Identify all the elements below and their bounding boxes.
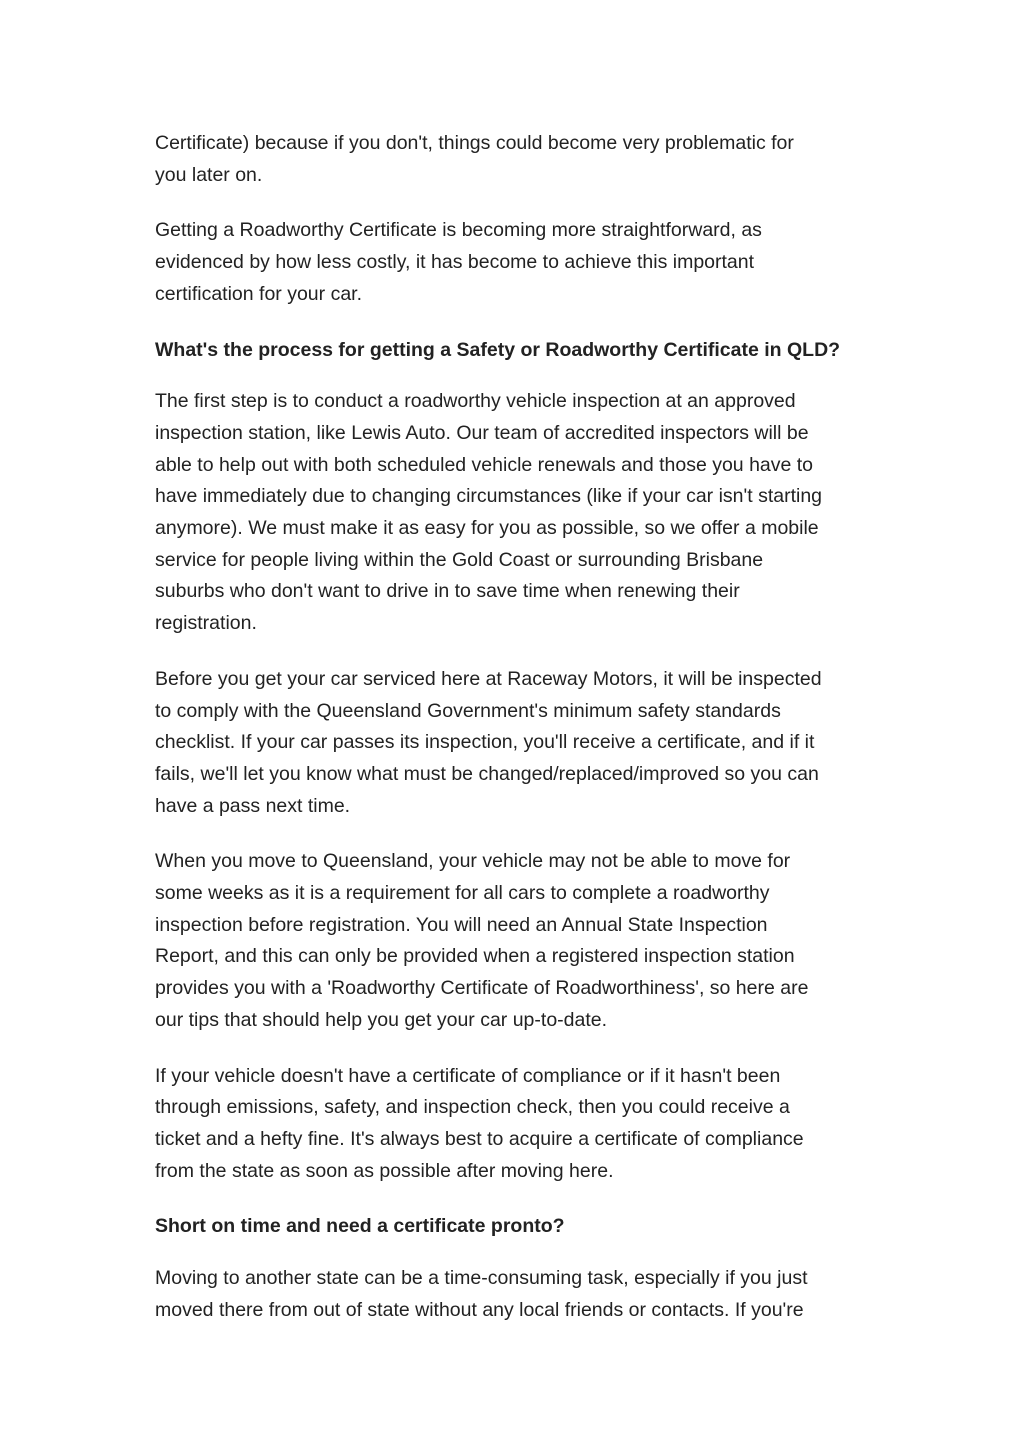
paragraph-1 bbox=[155, 128, 895, 191]
text-line: able to help out with both scheduled vehicle renewals and those you have to bbox=[155, 453, 814, 476]
text-line: Moving to another state can be a time-consuming task, especially if you just bbox=[155, 1267, 808, 1290]
document-body bbox=[155, 128, 895, 1351]
text-line: anymore). We must make it as easy for you as possible, so we offer a mobile bbox=[155, 517, 819, 540]
text-line: Certificate) because if you don't, things could become very problematic for bbox=[155, 132, 794, 154]
text-line: you later on. bbox=[155, 163, 263, 186]
text-line: moved there from out of state without any local friends or contacts. If you're bbox=[155, 1298, 804, 1321]
text-line: to comply with the Queensland Government's minimum safety standards bbox=[155, 699, 781, 722]
text-line: Getting a Roadworthy Certificate is becoming more straightforward, as bbox=[155, 219, 762, 242]
text-line: from the state as soon as possible after moving here. bbox=[155, 1159, 614, 1182]
paragraph-4 bbox=[155, 664, 895, 823]
text-line: When you move to Queensland, your vehicle may not be able to move for bbox=[155, 850, 791, 873]
text-line: checklist. If your car passes its inspection, you'll receive a certificate, and if it bbox=[155, 731, 815, 754]
text-line: registration. bbox=[155, 612, 257, 635]
section-heading-short-on-time bbox=[155, 1211, 895, 1243]
text-line: The first step is to conduct a roadworthy vehicle inspection at an approved bbox=[155, 390, 796, 413]
paragraph-5 bbox=[155, 846, 895, 1036]
paragraph-7 bbox=[155, 1263, 895, 1326]
text-line: provides you with a 'Roadworthy Certificate of Roadworthiness', so here are bbox=[155, 977, 809, 1000]
text-line: fails, we'll let you know what must be changed/replaced/improved so you can bbox=[155, 762, 819, 785]
text-line: inspection before registration. You will need an Annual State Inspection bbox=[155, 913, 768, 936]
heading-text: What's the process for getting a Safety or Roadworthy Certificate in QLD? bbox=[155, 338, 841, 361]
text-line: some weeks as it is a requirement for all cars to complete a roadworthy bbox=[155, 882, 770, 905]
paragraph-3 bbox=[155, 386, 895, 640]
text-line: inspection station, like Lewis Auto. Our team of accredited inspectors will be bbox=[155, 421, 809, 444]
paragraph-2 bbox=[155, 215, 895, 310]
text-line: our tips that should help you get your car up-to-date. bbox=[155, 1008, 608, 1031]
text-line: ticket and a hefty fine. It's always best to acquire a certificate of compliance bbox=[155, 1127, 804, 1150]
paragraph-6 bbox=[155, 1061, 895, 1188]
text-line: certification for your car. bbox=[155, 282, 362, 305]
text-line: Report, and this can only be provided when a registered inspection station bbox=[155, 945, 795, 968]
heading-text: Short on time and need a certificate pronto? bbox=[155, 1215, 565, 1238]
text-line: through emissions, safety, and inspection check, then you could receive a bbox=[155, 1096, 790, 1119]
text-line: have a pass next time. bbox=[155, 794, 351, 817]
text-line: evidenced by how less costly, it has become to achieve this important bbox=[155, 251, 755, 274]
text-line: Before you get your car serviced here at Raceway Motors, it will be inspected bbox=[155, 667, 822, 690]
text-line: have immediately due to changing circumstances (like if your car isn't starting bbox=[155, 485, 823, 508]
section-heading-process bbox=[155, 335, 895, 367]
text-line: suburbs who don't want to drive in to save time when renewing their bbox=[155, 580, 740, 603]
text-line: service for people living within the Gold Coast or surrounding Brisbane bbox=[155, 548, 764, 571]
text-line: If your vehicle doesn't have a certificate of compliance or if it hasn't been bbox=[155, 1064, 781, 1087]
